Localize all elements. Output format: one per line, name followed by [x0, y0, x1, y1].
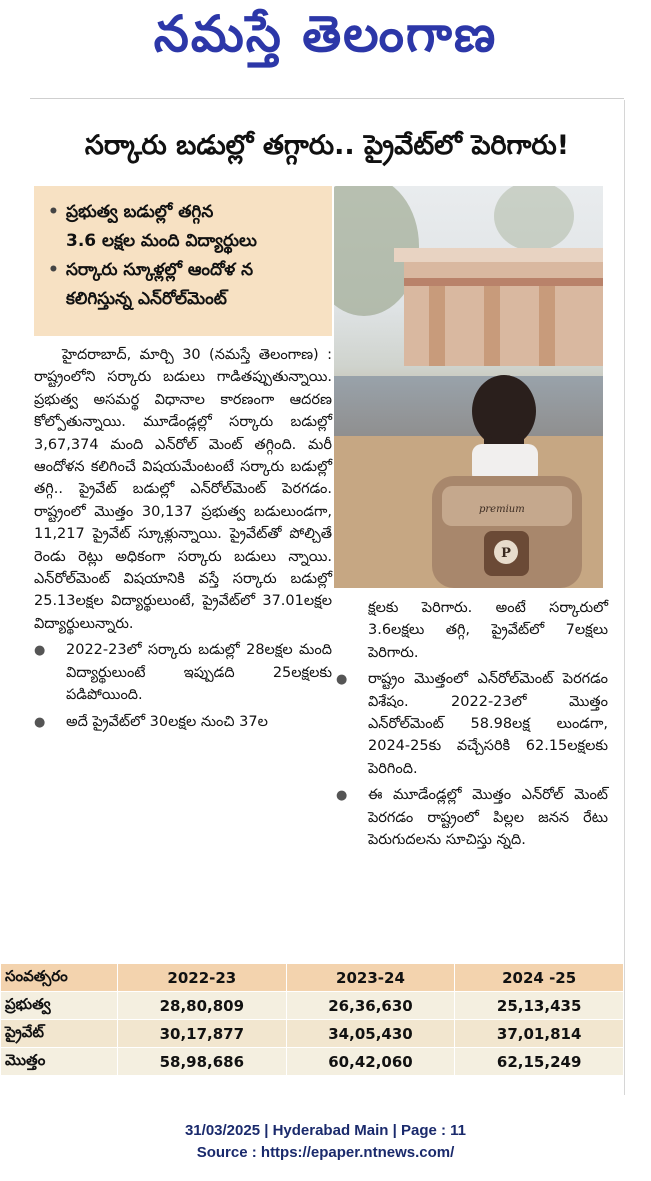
table-cell: 25,13,435	[455, 992, 624, 1020]
highlight-item	[48, 256, 322, 314]
article-bullet	[34, 711, 332, 734]
table-header-cell: సంవత్సరం	[1, 964, 118, 992]
highlight-line: కలిగిస్తున్న ఎన్‌రోల్‌మెంట్	[66, 289, 227, 309]
table-cell: 26,36,630	[286, 992, 455, 1020]
bullet-icon: •	[48, 202, 59, 222]
article-bullet	[336, 784, 608, 851]
table-header-row	[1, 964, 624, 992]
page-footer	[0, 1120, 651, 1164]
top-divider	[30, 98, 624, 99]
table-header-cell: 2022-23	[118, 964, 287, 992]
table-cell: 60,42,060	[286, 1048, 455, 1076]
article-intro: హైదరాబాద్, మార్చి 30 (నమస్తే తెలంగాణ) : రాష్ట్రంలోని సర్కారు బడులు గాడితప్పుతున్నాయి. ప్రభుత్వ అసమర్థ విధానాల కారణంగా ఆదరణ కోల్పోతున్నాయి. మూడేండ్లల్లో సర్కారు బడుల్లో 3,67,374 మంది ఎన్‌రోల్‌ మెంట్ తగ్గింది. మరీ ఆందోళన కలిగించే విషయమేంటంటే సర్కారు బడుల్లో తగ్గి.. ప్రైవేట్ బడుల్లో ఎన్‌రోల్‌మెంట్ పెరగడం. రాష్ట్రంలో మొత్తం 30,137 ప్రభుత్వ బడులుండగా, 11,217 ప్రైవేట్ స్కూళ్లున్నాయి. ప్రైవేట్‌తో పోల్చితే రెండు రెట్లు అధికంగా సర్కారు బడులు న్నాయి. ఎన్‌రోల్‌మెంట్ విషయానికి వస్తే సర్కారు బడుల్లో 25.13లక్షల విద్యార్థులుంటే, ప్రైవేట్‌లో 37.01లక్షల విద్యార్థులున్నారు.	[34, 347, 332, 632]
newspaper-masthead	[0, 0, 651, 80]
bullet-icon: ●	[34, 714, 46, 730]
highlight-line: సర్కారు స్కూళ్లల్లో ఆందోళ న	[66, 260, 254, 280]
table-cell: 58,98,686	[118, 1048, 287, 1076]
bullet-text: రాష్ట్రం మొత్తంలో ఎన్‌రోల్‌మెంట్ పెరగడం విశేషం. 2022-23లో మొత్తం ఎన్‌రోల్‌మెంట్ 58.98లక్ష లుండగా, 2024-25కు వచ్చేసరికి 62.15లక్షలకు పెరిగింది.	[368, 671, 608, 777]
bullet-icon: ●	[336, 788, 348, 804]
article-bullet	[34, 639, 332, 706]
bullet-text: 2022-23లో సర్కారు బడుల్లో 28లక్షల మంది విద్యార్థులుంటే ఇప్పుడది 25లక్షలకు పడిపోయింది.	[66, 642, 332, 704]
bag-brand-text: premium	[479, 504, 525, 515]
table-row	[1, 1020, 624, 1048]
highlight-item	[48, 198, 322, 256]
footer-date-edition: 31/03/2025 | Hyderabad Main | Page : 11	[184, 1122, 467, 1139]
schoolgirl-photo-illustration	[334, 186, 603, 588]
article-headline: సర్కారు బడుల్లో తగ్గారు.. ప్రైవేట్‌లో పెరిగారు!	[84, 130, 570, 161]
table-row	[1, 1048, 624, 1076]
highlights-box	[34, 186, 332, 336]
table-header-cell: 2024 -25	[455, 964, 624, 992]
table-cell: 62,15,249	[455, 1048, 624, 1076]
table-row-label: ప్రైవేట్	[1, 1020, 118, 1048]
right-column-rule	[624, 100, 625, 1095]
table-row-label: మొత్తం	[1, 1048, 118, 1076]
enrollment-table	[0, 963, 624, 1076]
bullet-icon: ●	[34, 643, 46, 659]
bullet-text: అదే ప్రైవేట్‌లో 30లక్షల నుంచి 37ల	[66, 713, 268, 730]
footer-source-link[interactable]: Source : https://epaper.ntnews.com/	[196, 1144, 455, 1161]
bag-letter: P	[501, 546, 511, 561]
article-body-left-column	[34, 344, 332, 734]
bullet-icon: •	[48, 260, 59, 280]
article-bullet	[336, 668, 608, 780]
table-header-cell: 2023-24	[286, 964, 455, 992]
masthead-title: నమస్తే తెలంగాణ	[153, 4, 498, 63]
table-row-label: ప్రభుత్వ	[1, 992, 118, 1020]
table-cell: 28,80,809	[118, 992, 287, 1020]
highlight-line: 3.6 లక్షల మంది విద్యార్థులు	[66, 231, 257, 251]
bullet-icon: ●	[336, 672, 348, 688]
highlight-line: ప్రభుత్వ బడుల్లో తగ్గిన	[66, 202, 214, 222]
bullet-text: ఈ మూడేండ్లల్లో మొత్తం ఎన్‌రోల్‌ మెంట్ పెరగడం రాష్ట్రంలో పిల్లల జనన రేటు పెరుగుదలను సూచిస్తు న్నది.	[368, 787, 608, 849]
article-body-right-column	[336, 597, 608, 851]
table-row	[1, 992, 624, 1020]
bullet-continuation: క్షలకు పెరిగారు. అంటే సర్కారులో 3.6లక్షలు తగ్గి, ప్రైవేట్‌లో 7లక్షలు పెరిగారు.	[368, 600, 608, 661]
table-cell: 34,05,430	[286, 1020, 455, 1048]
table-cell: 37,01,814	[455, 1020, 624, 1048]
table-cell: 30,17,877	[118, 1020, 287, 1048]
article-photo	[334, 186, 603, 588]
